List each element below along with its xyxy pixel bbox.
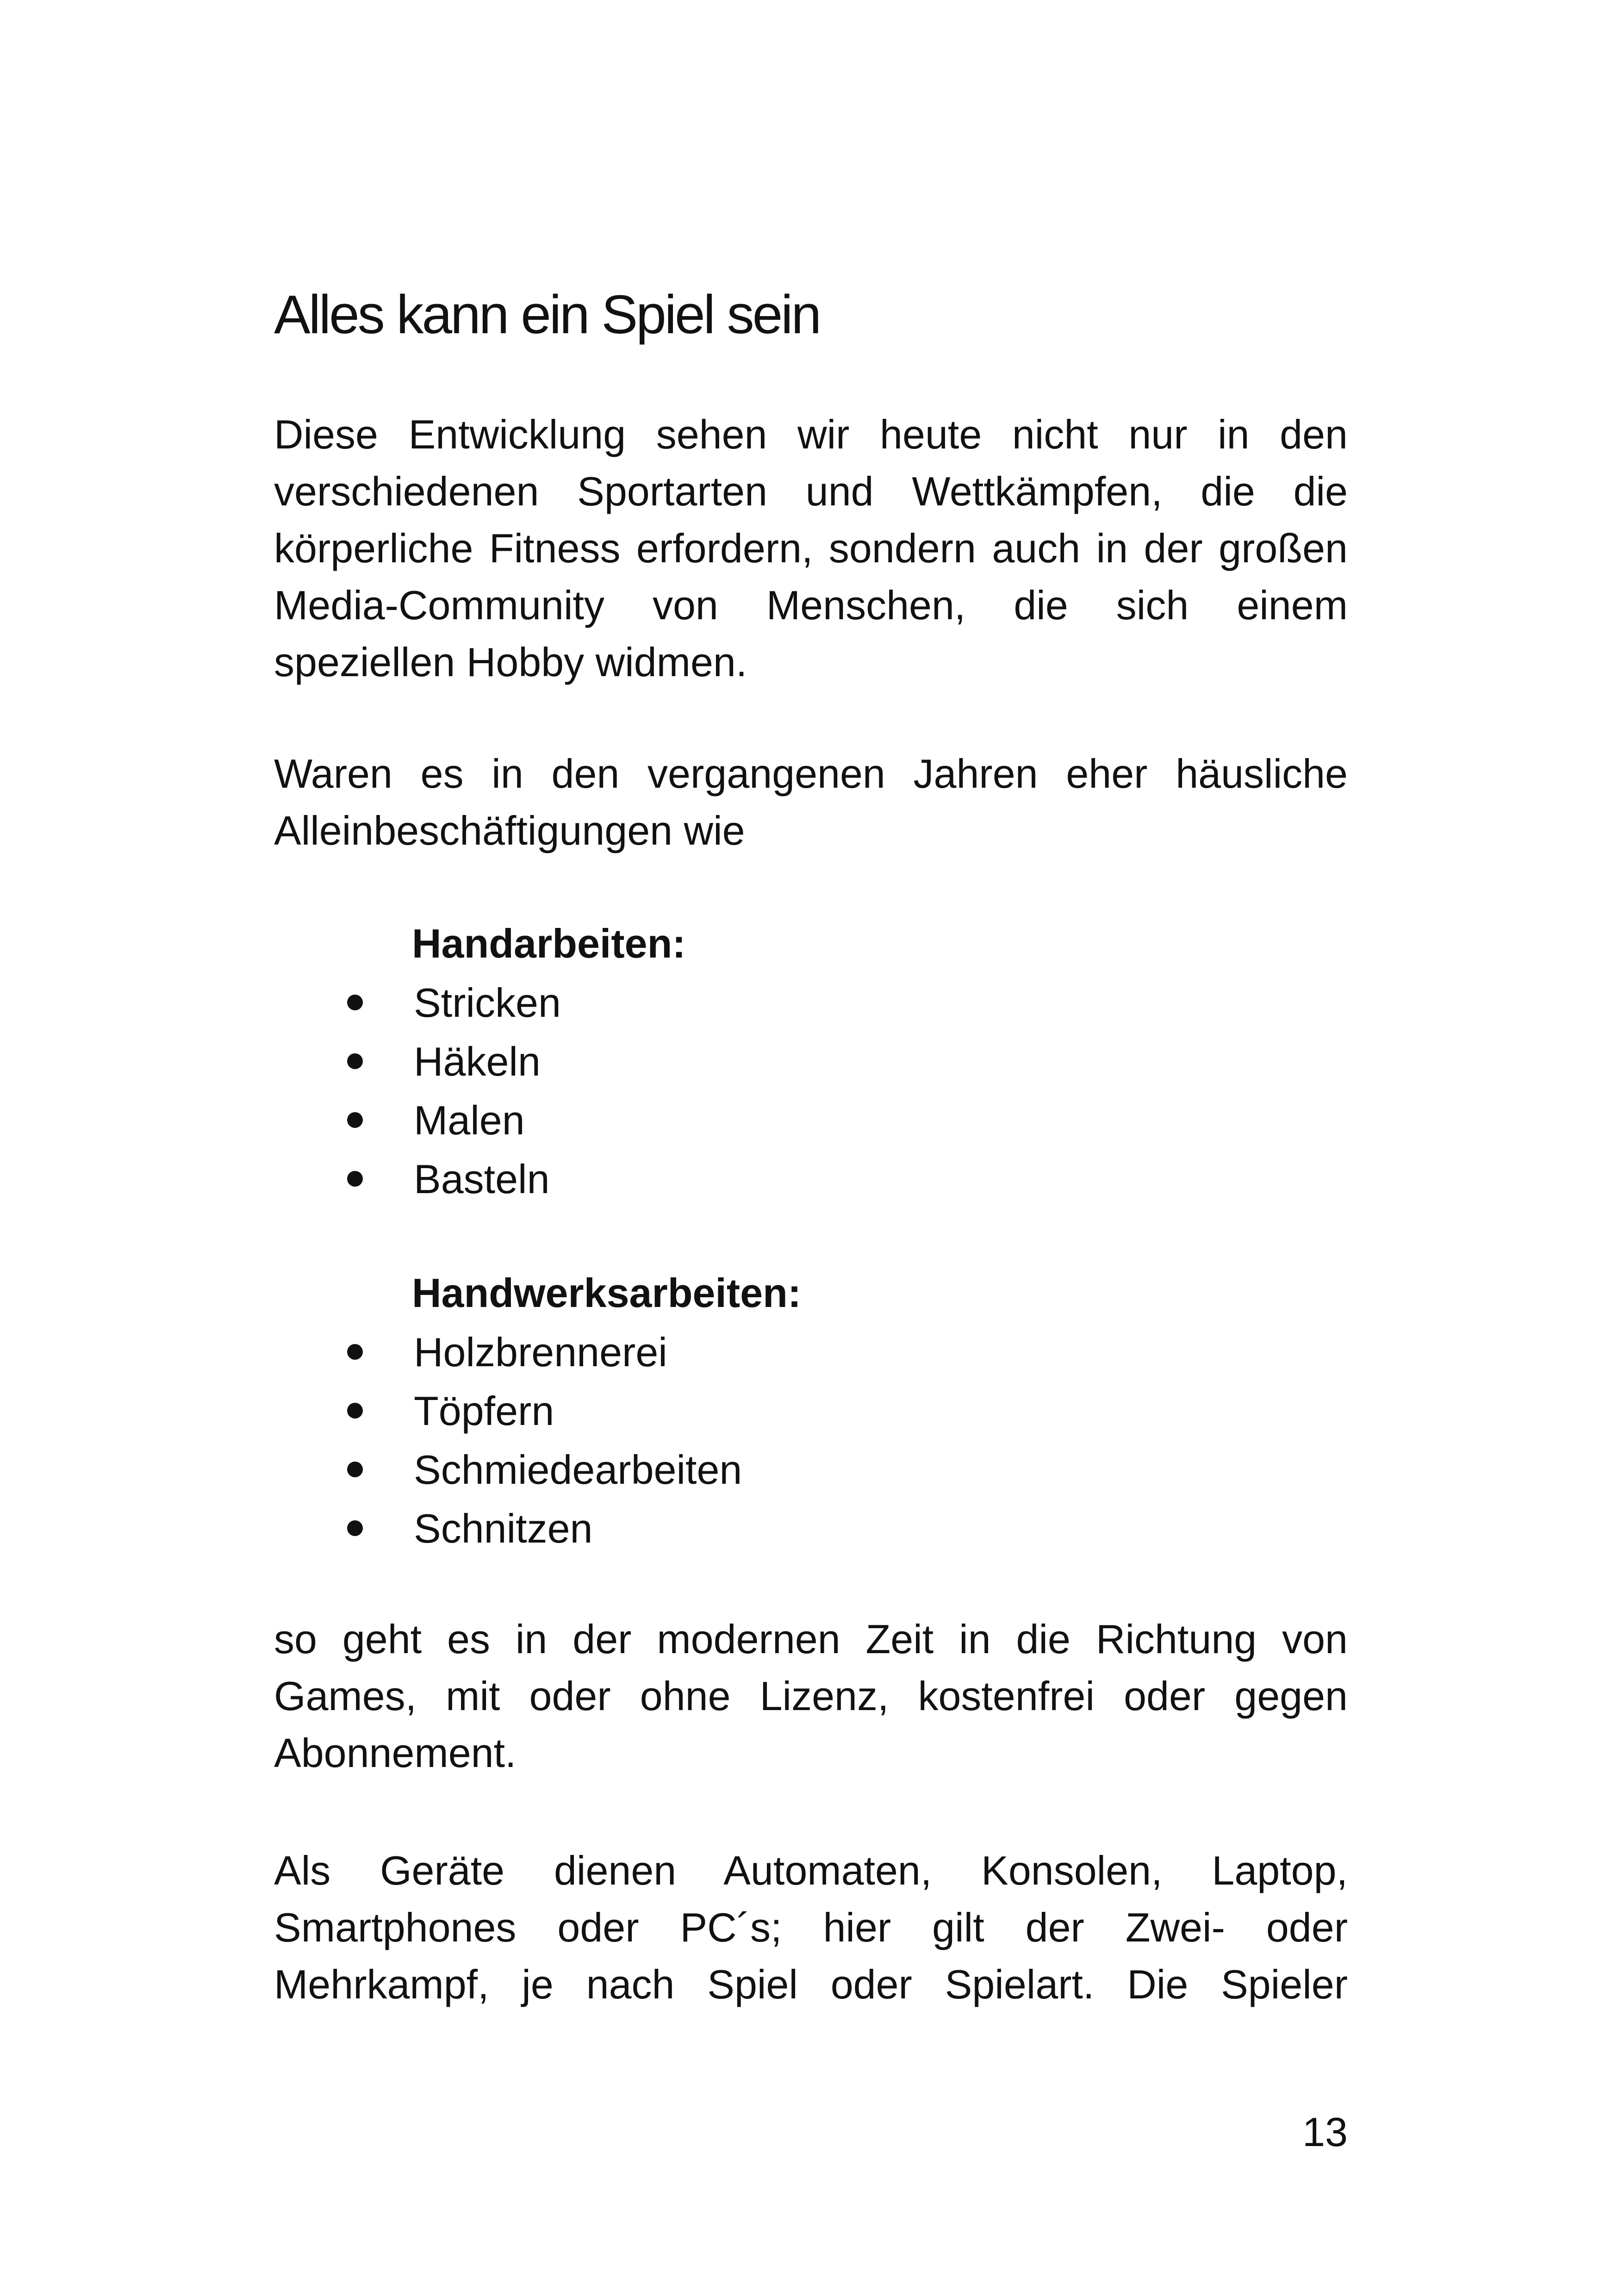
- list-item-label: Malen: [414, 1097, 525, 1143]
- list-item-label: Stricken: [414, 980, 561, 1026]
- page-title: Alles kann ein Spiel sein: [274, 284, 820, 345]
- list-item: [274, 1032, 1348, 1091]
- list-item: [274, 1499, 1348, 1558]
- paragraph-1: Diese Entwicklung sehen wir heute nicht nur in den verschiedenen Sportarten und Wettkämpfen, die die körperliche Fitness erfordern, sondern auch in der großen Media-Community von Menschen, die sich einem speziellen Hobby widmen.: [274, 411, 1348, 685]
- bullet-icon: [347, 1112, 363, 1128]
- list-item: [274, 1091, 1348, 1150]
- list-item-label: Schmiedearbeiten: [414, 1447, 742, 1493]
- bullet-icon: [347, 995, 363, 1010]
- bullet-icon: [347, 1344, 363, 1360]
- list-item-label: Töpfern: [414, 1388, 554, 1434]
- bullet-icon: [347, 1462, 363, 1477]
- paragraph-3: so geht es in der modernen Zeit in die Richtung von Games, mit oder ohne Lizenz, kostenfrei oder gegen Abonnement.: [274, 1616, 1348, 1776]
- list-handwerksarbeiten: [274, 1263, 1348, 1558]
- list-heading: Handwerksarbeiten:: [412, 1270, 802, 1316]
- list-heading: Handarbeiten:: [412, 921, 686, 966]
- bullet-icon: [347, 1171, 363, 1187]
- list-item-label: Basteln: [414, 1156, 550, 1202]
- page-number: 13: [1302, 2109, 1348, 2155]
- paragraph-2: Waren es in den vergangenen Jahren eher häusliche Alleinbeschäftigungen wie: [274, 751, 1348, 853]
- list-item: [274, 1323, 1348, 1381]
- list-handarbeiten: [274, 914, 1348, 1208]
- list-item: [274, 1150, 1348, 1208]
- bullet-list: [274, 973, 1348, 1208]
- bullet-icon: [347, 1403, 363, 1419]
- list-item-label: Holzbrennerei: [414, 1329, 667, 1375]
- list-item-label: Häkeln: [414, 1039, 541, 1084]
- bullet-icon: [347, 1520, 363, 1536]
- paragraph-4: Als Geräte dienen Automaten, Konsolen, Laptop, Smartphones oder PC´s; hier gilt der Zwei- oder Mehrkampf, je nach Spiel oder Spielart. Die Spieler: [274, 1848, 1348, 2007]
- bullet-list: [274, 1323, 1348, 1558]
- bullet-icon: [347, 1053, 363, 1069]
- list-item: [274, 1440, 1348, 1499]
- list-item-label: Schnitzen: [414, 1506, 593, 1551]
- list-item: [274, 973, 1348, 1032]
- list-item: [274, 1381, 1348, 1440]
